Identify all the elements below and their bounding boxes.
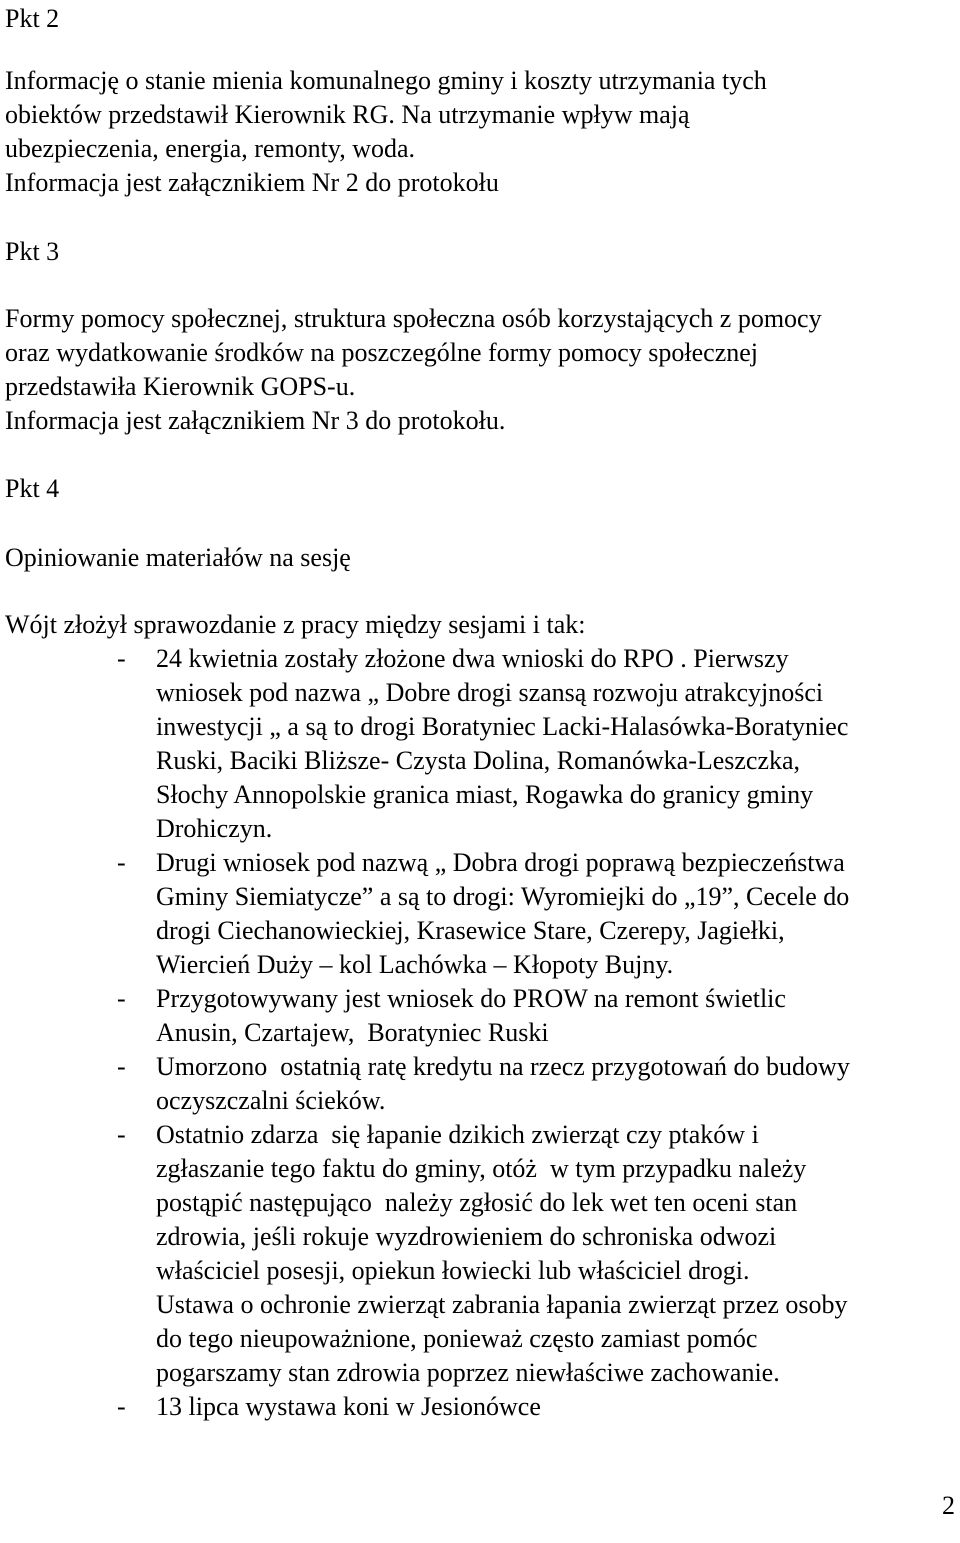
list-item-line: Ruski, Baciki Bliższe- Czysta Dolina, Romanówka-Leszczka, [156, 746, 801, 775]
paragraph-line: Informacja jest załącznikiem Nr 3 do protokołu. [5, 406, 506, 435]
list-item-line: do tego nieupoważnione, ponieważ często zamiast pomóc [156, 1324, 758, 1353]
list-item-line: Ostatnio zdarza się łapanie dzikich zwierząt czy ptaków i [156, 1120, 759, 1149]
list-item-line: pogarszamy stan zdrowia poprzez niewłaściwe zachowanie. [156, 1358, 780, 1387]
paragraph-line: Informacja jest załącznikiem Nr 2 do protokołu [5, 168, 499, 197]
paragraph-line: oraz wydatkowanie środków na poszczególne formy pomocy społecznej [5, 338, 759, 367]
list-item-line: 13 lipca wystawa koni w Jesionówce [156, 1392, 541, 1421]
list-dash: - [117, 1052, 126, 1081]
list-dash: - [117, 1120, 126, 1149]
list-dash: - [117, 644, 126, 673]
list-item-line: 24 kwietnia zostały złożone dwa wnioski do RPO . Pierwszy [156, 644, 789, 673]
section-heading-pkt4: Pkt 4 [5, 474, 60, 503]
list-item-line: Drugi wniosek pod nazwą „ Dobra drogi poprawą bezpieczeństwa [156, 848, 845, 877]
section-subheading: Opiniowanie materiałów na sesję [5, 543, 351, 572]
list-item-line: Słochy Annopolskie granica miast, Rogawka do granicy gminy [156, 780, 814, 809]
section-heading-pkt3: Pkt 3 [5, 237, 60, 266]
list-item-text [156, 1390, 956, 1424]
list-item-line: właściciel posesji, opiekun łowiecki lub właściciel drogi. [156, 1256, 750, 1285]
paragraph-line: ubezpieczenia, energia, remonty, woda. [5, 134, 416, 163]
list-item-line: oczyszczalni ścieków. [156, 1086, 386, 1115]
list-item-text [156, 1118, 956, 1390]
list-item-line: Umorzono ostatnią ratę kredytu na rzecz przygotowań do budowy [156, 1052, 850, 1081]
list-item-line: zdrowia, jeśli rokuje wyzdrowieniem do schroniska odwozi [156, 1222, 777, 1251]
list-item-text [156, 642, 956, 846]
list-item-text [156, 846, 956, 982]
intro-line: Wójt złożył sprawozdanie z pracy między sesjami i tak: [5, 610, 586, 639]
list-dash: - [117, 848, 126, 877]
list-item-line: Przygotowywany jest wniosek do PROW na remont świetlic [156, 984, 786, 1013]
list-item-text [156, 1050, 956, 1118]
list-dash: - [117, 1392, 126, 1421]
paragraph-line: Informację o stanie mienia komunalnego gminy i koszty utrzymania tych [5, 66, 767, 95]
list-item-line: Ustawa o ochronie zwierząt zabrania łapania zwierząt przez osoby [156, 1290, 848, 1319]
page-number: 2 [942, 1491, 955, 1520]
list-item-line: wniosek pod nazwa „ Dobre drogi szansą rozwoju atrakcyjności [156, 678, 824, 707]
list-item-line: Gminy Siemiatycze” a są to drogi: Wyromiejki do „19”, Cecele do [156, 882, 850, 911]
list-item-text [156, 982, 956, 1050]
paragraph-line: obiektów przedstawił Kierownik RG. Na utrzymanie wpływ mają [5, 100, 690, 129]
paragraph-line: Formy pomocy społecznej, struktura społeczna osób korzystających z pomocy [5, 304, 822, 333]
paragraph-line: przedstawiła Kierownik GOPS-u. [5, 372, 356, 401]
list-item-line: zgłaszanie tego faktu do gminy, otóż w tym przypadku należy [156, 1154, 807, 1183]
list-item-line: Drohiczyn. [156, 814, 273, 843]
section-heading-pkt2: Pkt 2 [5, 4, 60, 33]
list-dash: - [117, 984, 126, 1013]
list-item-line: Wiercień Duży – kol Lachówka – Kłopoty Bujny. [156, 950, 674, 979]
list-item-line: postąpić następująco należy zgłosić do lek wet ten oceni stan [156, 1188, 798, 1217]
list-item-line: Anusin, Czartajew, Boratyniec Ruski [156, 1018, 549, 1047]
list-item-line: inwestycji „ a są to drogi Boratyniec Lacki-Halasówka-Boratyniec [156, 712, 849, 741]
list-item-line: drogi Ciechanowieckiej, Krasewice Stare, Czerepy, Jagiełki, [156, 916, 785, 945]
